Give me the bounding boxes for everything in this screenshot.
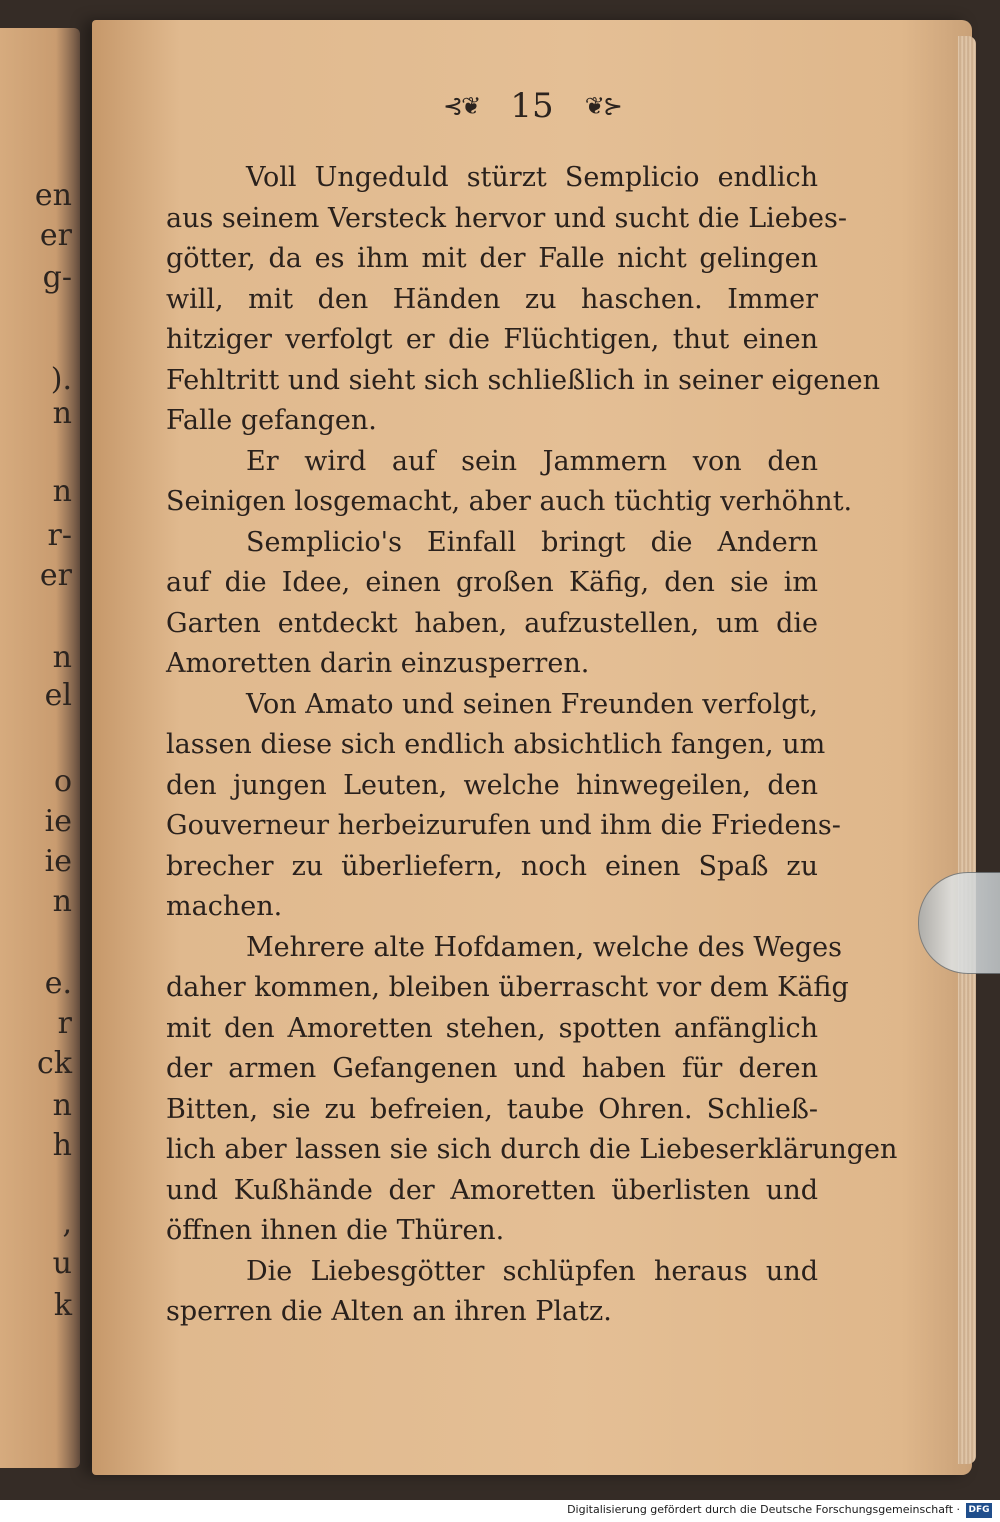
left-page-fragment-text: en	[34, 178, 72, 213]
left-page-fragment-text: er	[39, 218, 72, 253]
left-page-fragment-text: k	[53, 1288, 72, 1323]
text-line: will, mit den Händen zu haschen. Immer	[166, 283, 818, 315]
left-page-fragment-text: e.	[44, 966, 72, 1001]
page-edge-stack	[958, 36, 976, 1464]
left-page-text-fragments	[0, 28, 80, 1468]
left-page-fragment-text: n	[52, 884, 72, 919]
text-line: brecher zu überliefern, noch einen Spaß zu	[166, 850, 818, 882]
text-line: Er wird auf sein Jammern von den	[246, 445, 818, 477]
text-line: aus seinem Versteck hervor und sucht die Liebes-	[166, 202, 847, 234]
text-line: lassen diese sich endlich absichtlich fangen, um	[166, 729, 826, 760]
text-line: Amoretten darin einzusperren.	[166, 648, 590, 679]
page-number: 15	[510, 86, 554, 126]
footer-bar	[0, 1500, 1000, 1522]
text-line: auf die Idee, einen großen Käfig, den sie im	[166, 567, 818, 598]
left-page-fragment-text: o	[53, 764, 72, 799]
text-line: daher kommen, bleiben überrascht vor dem Käfig	[166, 972, 849, 1003]
text-line: götter, da es ihm mit der Falle nicht gelingen	[166, 243, 818, 274]
left-page-fragment-text: g-	[42, 260, 72, 295]
text-line: Bitten, sie zu befreien, taube Ohren. Schließ-	[166, 1093, 818, 1125]
left-page-fragment	[0, 28, 80, 1468]
left-page-fragment-text: ie	[44, 804, 72, 839]
text-line: Von Amato und seinen Freunden verfolgt,	[246, 688, 818, 720]
header-ornament-right: ❦⊱	[584, 92, 621, 120]
text-line: Die Liebesgötter schlüpfen heraus und	[246, 1255, 818, 1287]
text-line: Falle gefangen.	[166, 405, 377, 436]
left-page-fragment-text: h	[52, 1128, 72, 1163]
text-line: machen.	[166, 891, 283, 922]
left-page-fragment-text: n	[52, 474, 72, 509]
footer-credit: Digitalisierung gefördert durch die Deutsche Forschungsgemeinschaft ·	[567, 1503, 960, 1516]
text-line: Fehltritt und sieht sich schließlich in seiner eigenen	[166, 364, 881, 396]
text-line: sperren die Alten an ihren Platz.	[166, 1296, 612, 1327]
left-page-fragment-text: n	[52, 396, 72, 431]
text-line: Seinigen losgemacht, aber auch tüchtig verhöhnt.	[166, 486, 853, 517]
dfg-logo: DFG	[966, 1503, 992, 1518]
left-page-fragment-text: ie	[44, 844, 72, 879]
text-line: der armen Gefangenen und haben für deren	[166, 1053, 818, 1084]
left-page-fragment-text: u	[52, 1246, 72, 1281]
left-page-fragment-text: ck	[37, 1046, 72, 1081]
header-ornament-left: ⊰❦	[443, 92, 480, 120]
left-page-fragment-text: er	[39, 558, 72, 593]
left-page-fragment-text: ).	[50, 362, 72, 397]
text-line: Mehrere alte Hofdamen, welche des Weges	[246, 931, 842, 963]
text-line: und Kußhände der Amoretten überlisten und	[166, 1174, 818, 1206]
text-line: Gouverneur herbeizurufen und ihm die Friedens-	[166, 810, 841, 841]
text-line: öffnen ihnen die Thüren.	[166, 1215, 505, 1246]
page-header	[92, 86, 972, 132]
text-line: den jungen Leuten, welche hinwegeilen, den	[166, 769, 818, 801]
page-body-text	[166, 158, 898, 1333]
text-line: hitziger verfolgt er die Flüchtigen, thut einen	[166, 324, 818, 355]
left-page-fragment-text: ,	[62, 1206, 72, 1241]
text-line: mit den Amoretten stehen, spotten anfänglich	[166, 1012, 818, 1044]
text-line: Semplicio's Einfall bringt die Andern	[246, 526, 818, 558]
left-page-fragment-text: r-	[47, 518, 72, 553]
left-page-fragment-text: el	[44, 678, 72, 713]
text-line: Garten entdeckt haben, aufzustellen, um die	[166, 607, 818, 639]
left-page-fragment-text: n	[52, 640, 72, 675]
left-page-fragment-text: n	[52, 1088, 72, 1123]
text-line: lich aber lassen sie sich durch die Liebeserklärungen	[166, 1134, 898, 1165]
text-line: Voll Ungeduld stürzt Semplicio endlich	[246, 162, 818, 193]
left-page-fragment-text: r	[57, 1006, 72, 1041]
